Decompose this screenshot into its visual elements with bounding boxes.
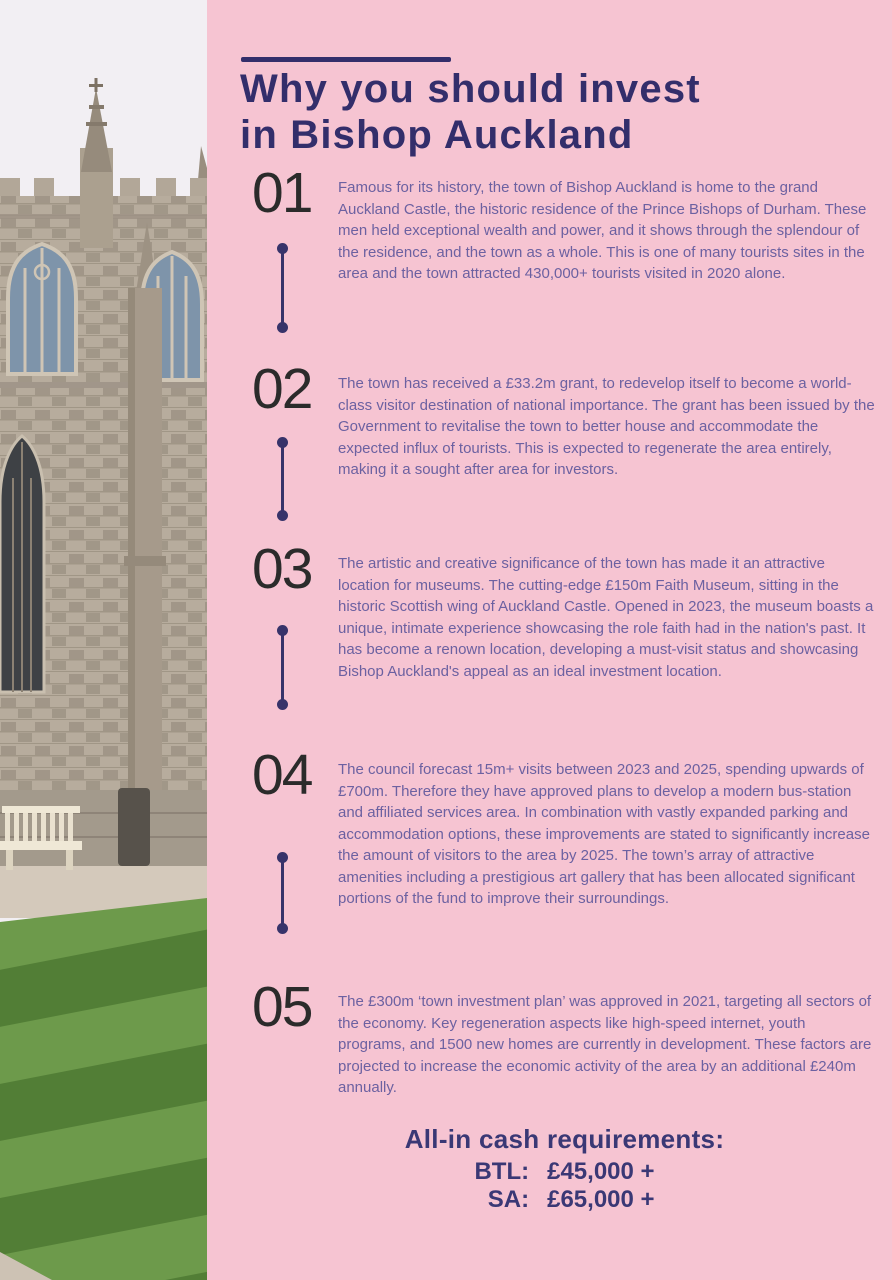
- reason-text: The council forecast 15m+ visits between 2023 and 2025, spending upwards of £700m. Therefore they have approved plans to develop a modern bus-station and affiliated services area. In combination with vastly expanded parking and accommodation options, these improvements are stated to significantly increase the amount of visitors to the area by 2025. The town’s array of attractive amenities including a prestigious art gallery that has been allocated significant portions of the fund to improve their surroundings.: [338, 761, 870, 907]
- page-title-line-1: Why you should invest: [240, 67, 701, 111]
- timeline-line: [281, 630, 284, 705]
- reason-number: 04: [252, 743, 312, 807]
- cash-row-value: £65,000 +: [547, 1186, 655, 1213]
- timeline-line: [281, 442, 284, 516]
- striped-lawn: [0, 898, 207, 1280]
- timeline-connector: [277, 243, 288, 333]
- reason-number: 03: [252, 537, 312, 601]
- cash-row-label: BTL:: [474, 1158, 530, 1185]
- reason-number: 05: [252, 975, 312, 1039]
- timeline-connector: [277, 625, 288, 710]
- reason-number: 02: [252, 357, 312, 421]
- reason-text: Famous for its history, the town of Bishop Auckland is home to the grand Auckland Castle, the historic residence of the Prince Bishops of Durham. These men held exceptional wealth and power, and it shows through the splendour of the residence, and the town as a whole. This is one of many tourists sites in the area and the town attracted 430,000+ tourists visited in 2020 alone.: [338, 179, 867, 282]
- cash-requirements: [237, 1124, 892, 1214]
- castle-photo: [0, 0, 207, 1280]
- timeline-line: [281, 857, 284, 929]
- cash-requirements-rows: [237, 1158, 892, 1214]
- timeline-line: [281, 248, 284, 328]
- reason-text: The town has received a £33.2m grant, to redevelop itself to become a world-class visitor destination of national importance. The grant has been issued by the Government to revitalise the town to better house and accommodate the expected influx of tourists. This is expected to regenerate the area entirely, making it a sought after area for investors.: [338, 375, 875, 478]
- content-panel: [207, 0, 892, 1280]
- reason-text: The artistic and creative significance of the town has made it an attractive location for museums. The cutting-edge £150m Faith Museum, sitting in the historic Scottish wing of Auckland Castle. Opened in 2023, the museum boasts a unique, intimate experience showcasing the role faith had in the nation's past. It has become a renown location, developing a must-visit status and showcasing Bishop Auckland's appeal as an ideal investment location.: [338, 555, 874, 680]
- reason-number: 01: [252, 161, 312, 225]
- reasons-list: [207, 0, 892, 1120]
- cash-row-label: SA:: [487, 1186, 530, 1213]
- timeline-connector: [277, 437, 288, 521]
- cash-row-value: £45,000 +: [547, 1158, 655, 1185]
- castle-photo-illustration: [0, 0, 207, 1280]
- timeline-connector: [277, 852, 288, 934]
- page-title-line-2: in Bishop Auckland: [240, 113, 634, 157]
- cash-requirements-title: All-in cash requirements:: [404, 1124, 725, 1154]
- reason-text: The £300m ‘town investment plan’ was approved in 2021, targeting all sectors of the economy. Key regeneration aspects like high-speed internet, youth programs, and 1500 new homes are currently in development. These factors are projected to increase the economic activity of the area by an additional £240m annually.: [338, 993, 872, 1096]
- castle-building: [0, 78, 207, 888]
